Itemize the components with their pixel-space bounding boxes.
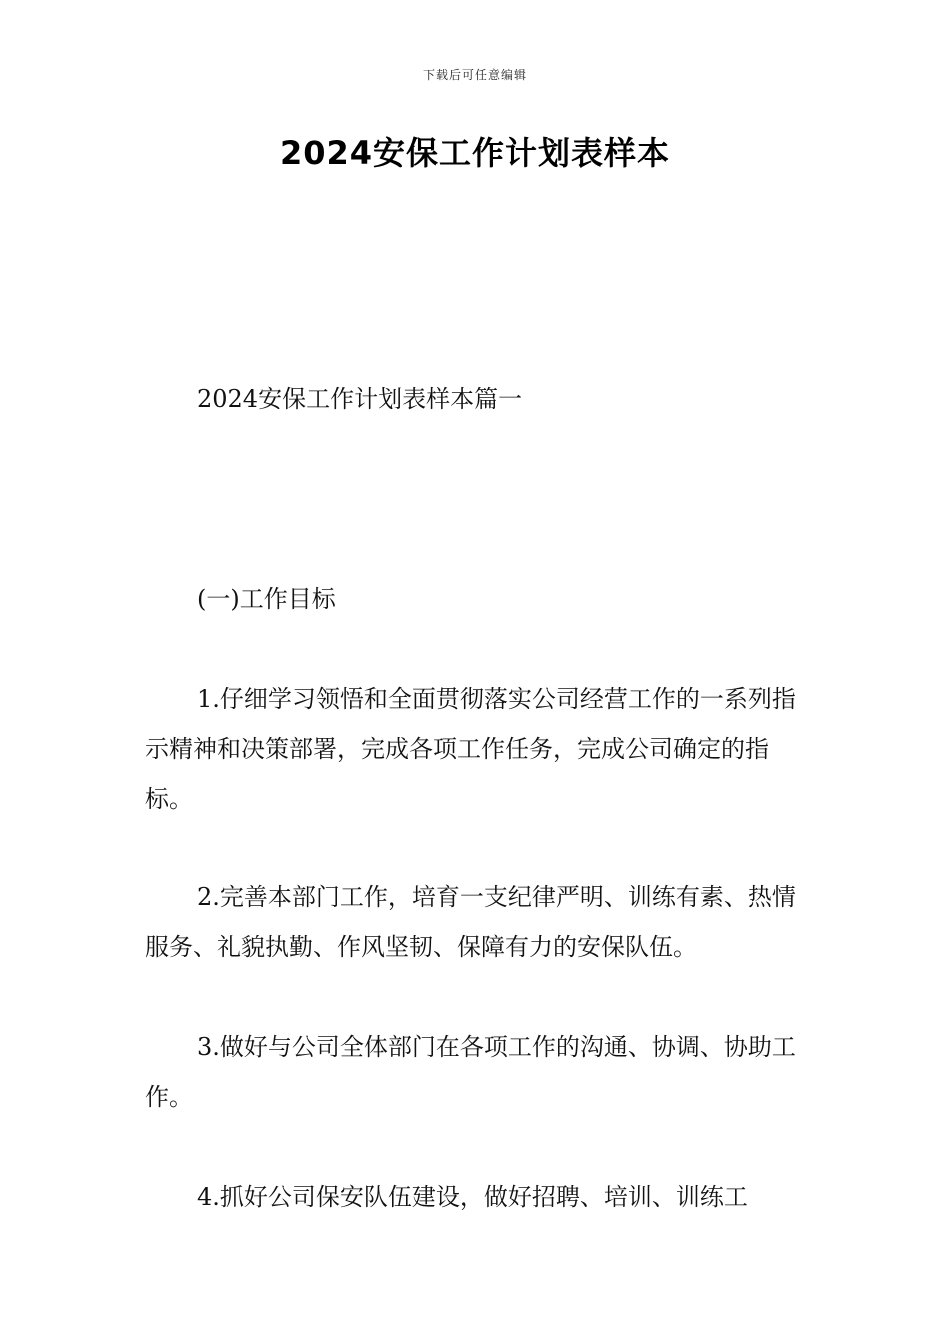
goal-heading: (一)工作目标: [197, 585, 336, 613]
goal-item-2: 2.完善本部门工作，培育一支纪律严明、训练有素、热情服务、礼貌执勤、作风坚韧、保障有力的安保队伍。: [145, 883, 796, 961]
goal-item-3: 3.做好与公司全体部门在各项工作的沟通、协调、协助工作。: [145, 1033, 796, 1111]
section-heading: 2024安保工作计划表样本篇一: [197, 385, 523, 413]
goal-item-4: 4.抓好公司保安队伍建设，做好招聘、培训、训练工: [197, 1183, 748, 1211]
goal-item-1: 1.仔细学习领悟和全面贯彻落实公司经营工作的一系列指示精神和决策部署，完成各项工作任务，完成公司确定的指标。: [145, 685, 796, 813]
document-title: 2024安保工作计划表样本: [279, 134, 671, 172]
header-note: 下载后可任意编辑: [422, 68, 527, 82]
